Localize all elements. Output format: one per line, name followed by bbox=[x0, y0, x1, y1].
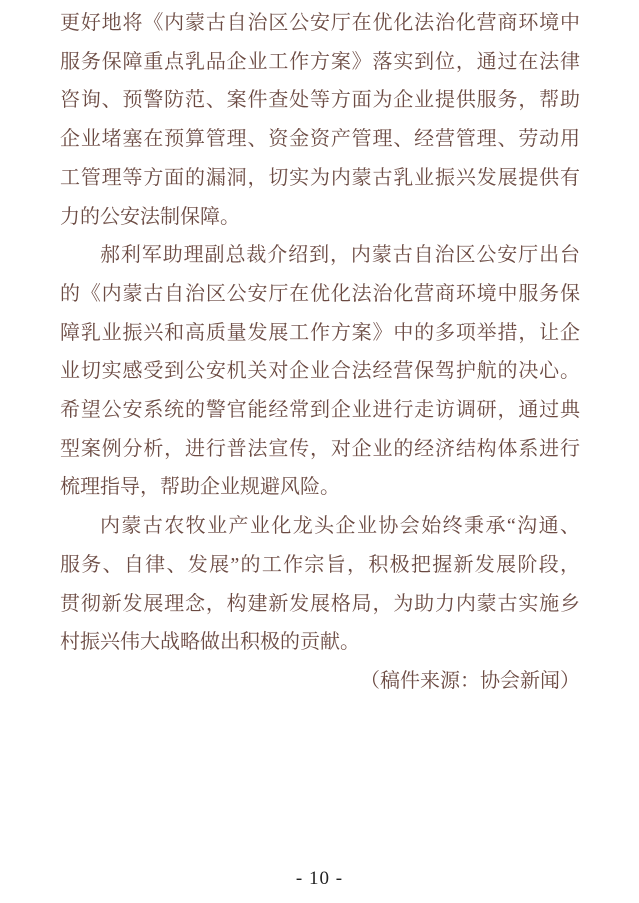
text-line: 工管理等方面的漏洞，切实为内蒙古乳业振兴发展提供有 bbox=[60, 166, 580, 189]
text-line: 内蒙古农牧业产业化龙头企业协会始终秉承“沟通、 bbox=[100, 515, 580, 538]
text-line: 服务、自律、发展”的工作宗旨，积极把握新发展阶段， bbox=[60, 553, 580, 576]
page-number: - 10 - bbox=[295, 868, 344, 889]
text-line: 的《内蒙古自治区公安厅在优化法治化营商环境中服务保 bbox=[60, 282, 580, 305]
text-line: 力的公安法制保障。 bbox=[60, 205, 240, 228]
text-line: 郝利军助理副总裁介绍到，内蒙古自治区公安厅出台 bbox=[100, 244, 580, 267]
text-line: 咨询、预警防范、案件查处等方面为企业提供服务，帮助 bbox=[60, 89, 580, 112]
text-line: 希望公安系统的警官能经常到企业进行走访调研，通过典 bbox=[60, 399, 580, 422]
text-line: 更好地将《内蒙古自治区公安厅在优化法治化营商环境中 bbox=[60, 12, 580, 34]
text-line: 贯彻新发展理念，构建新发展格局，为助力内蒙古实施乡 bbox=[60, 592, 580, 615]
source-attribution-line: （稿件来源：协会新闻） bbox=[360, 669, 580, 692]
paragraph-1 bbox=[60, 4, 580, 236]
body-text bbox=[60, 4, 580, 701]
text-line: 障乳业振兴和高质量发展工作方案》中的多项举措，让企 bbox=[60, 321, 580, 344]
text-line: 型案例分析，进行普法宣传，对企业的经济结构体系进行 bbox=[60, 437, 580, 460]
paragraphs-container bbox=[60, 4, 580, 662]
text-line: 服务保障重点乳品企业工作方案》落实到位，通过在法律 bbox=[60, 50, 580, 73]
text-line: 业切实感受到公安机关对企业合法经营保驾护航的决心。 bbox=[60, 360, 580, 383]
paragraph-3 bbox=[60, 507, 580, 662]
text-line: 村振兴伟大战略做出积极的贡献。 bbox=[60, 631, 360, 654]
paragraph-2 bbox=[60, 236, 580, 507]
text-line: 企业堵塞在预算管理、资金资产管理、经营管理、劳动用 bbox=[60, 128, 580, 151]
text-line: 梳理指导，帮助企业规避风险。 bbox=[60, 476, 340, 499]
